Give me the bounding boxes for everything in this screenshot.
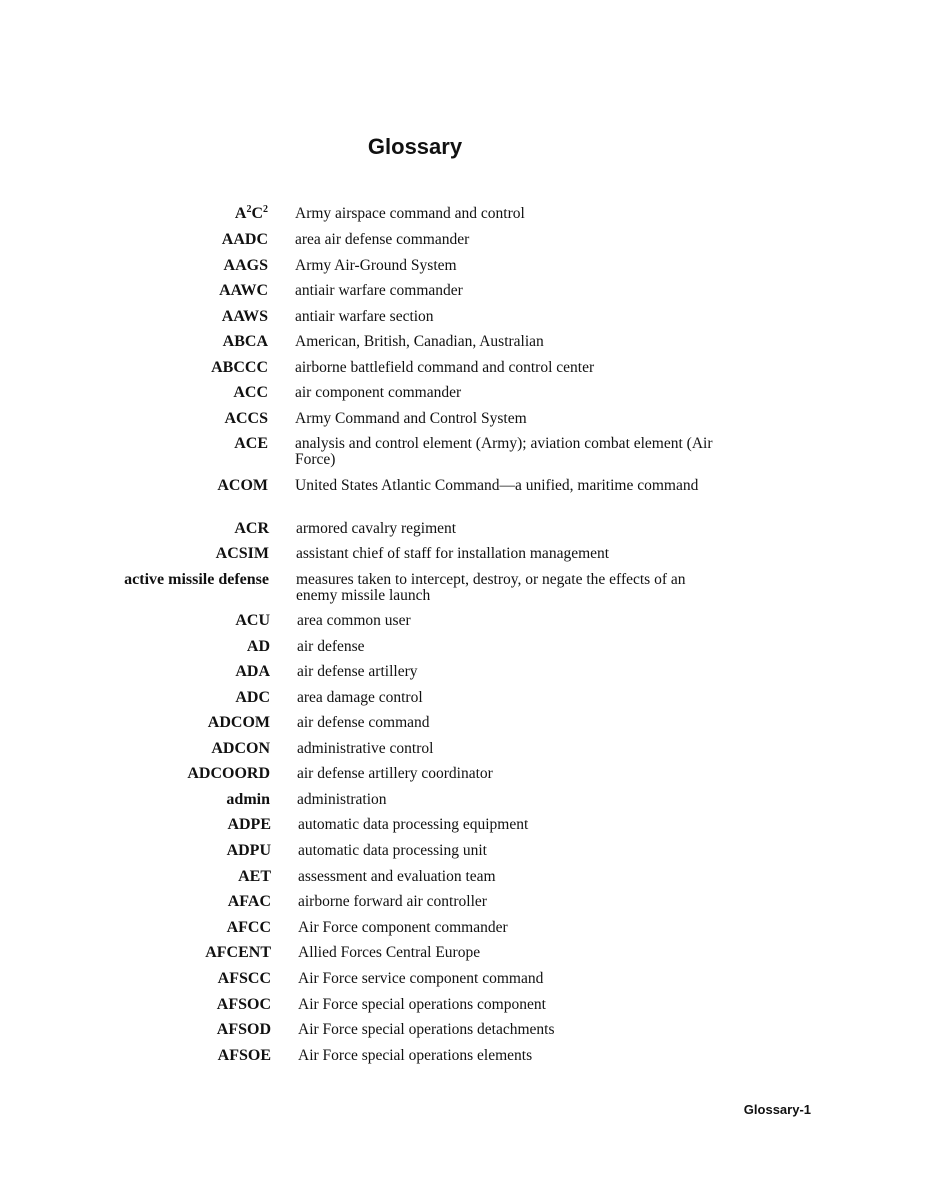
glossary-term: AAGS (223, 257, 268, 274)
glossary-definition: antiair warfare commander (295, 282, 463, 299)
glossary-definition: area air defense commander (295, 231, 470, 248)
glossary-definition: Air Force component commander (298, 919, 508, 936)
glossary-definition: Air Force special operations detachments (298, 1021, 555, 1038)
glossary-term: ABCA (222, 333, 268, 350)
glossary-term: admin (226, 791, 270, 808)
glossary-definition: Air Force service component command (298, 970, 544, 987)
glossary-term: AFSOD (216, 1021, 271, 1038)
glossary-term: ADCOORD (187, 765, 270, 782)
glossary-term: AFAC (227, 893, 271, 910)
glossary-term: ACR (234, 520, 269, 537)
glossary-term: AADC (221, 231, 268, 248)
glossary-definition: automatic data processing equipment (298, 816, 529, 833)
glossary-definition: measures taken to intercept, destroy, or negate the effects of an enemy missile launch (296, 571, 686, 604)
glossary-term: active missile defense (124, 571, 269, 588)
glossary-term: AFCC (226, 919, 271, 936)
glossary-term: $A^2C^2$ (234, 204, 268, 222)
glossary-term: ACE (234, 435, 268, 452)
glossary-definition: area common user (297, 612, 411, 629)
glossary-definition: United States Atlantic Command—a unified, maritime command (295, 477, 699, 494)
glossary-term: AET (238, 868, 271, 885)
glossary-term: AFSOE (217, 1047, 271, 1064)
glossary-definition: assessment and evaluation team (298, 868, 496, 885)
glossary-definition: automatic data processing unit (298, 842, 487, 859)
glossary-definition: Army Command and Control System (295, 410, 527, 427)
glossary-definition: Army Air-Ground System (295, 257, 457, 274)
glossary-definition: air defense command (297, 714, 430, 731)
page-footer: Glossary-1 (743, 1102, 811, 1117)
glossary-term: AFSOC (216, 996, 271, 1013)
glossary-definition: armored cavalry regiment (296, 520, 457, 537)
glossary-term: ACU (235, 612, 270, 629)
glossary-term: AFSCC (217, 970, 271, 987)
glossary-term: ADC (235, 689, 270, 706)
glossary-definition: Air Force special operations elements (298, 1047, 533, 1064)
glossary-term: ACOM (217, 477, 268, 494)
glossary-definition: air component commander (295, 384, 462, 401)
glossary-definition: air defense artillery coordinator (297, 765, 493, 782)
glossary-term: AD (246, 638, 270, 655)
glossary-term: ADPU (226, 842, 271, 859)
glossary-term: AAWC (219, 282, 268, 299)
glossary-definition: airborne forward air controller (298, 893, 487, 910)
glossary-term: ACSIM (215, 545, 269, 562)
page-title: Glossary (367, 134, 463, 159)
glossary-definition: Allied Forces Central Europe (298, 944, 481, 961)
glossary-term: ADPE (227, 816, 271, 833)
glossary-term: ADCON (211, 740, 270, 757)
glossary-term: ADCOM (207, 714, 270, 731)
glossary-term: ADA (235, 663, 270, 680)
glossary-term: ABCCC (211, 359, 268, 376)
glossary-definition: Army airspace command and control (295, 205, 525, 222)
glossary-definition: administrative control (297, 740, 434, 757)
glossary-definition: antiair warfare section (295, 308, 434, 325)
glossary-term: AAWS (221, 308, 268, 325)
glossary-definition: Air Force special operations component (298, 996, 546, 1013)
glossary-definition: air defense (297, 638, 365, 655)
glossary-definition: American, British, Canadian, Australian (295, 333, 544, 350)
glossary-definition: analysis and control element (Army); aviation combat element (Air Force) (295, 435, 713, 468)
glossary-definition: administration (297, 791, 387, 808)
glossary-term: ACCS (224, 410, 268, 427)
glossary-term: AFCENT (205, 944, 271, 961)
glossary-definition: air defense artillery (297, 663, 418, 680)
glossary-definition: airborne battlefield command and control center (295, 359, 595, 376)
glossary-definition: assistant chief of staff for installation management (296, 545, 610, 562)
glossary-definition: area damage control (297, 689, 423, 706)
glossary-term: ACC (233, 384, 268, 401)
